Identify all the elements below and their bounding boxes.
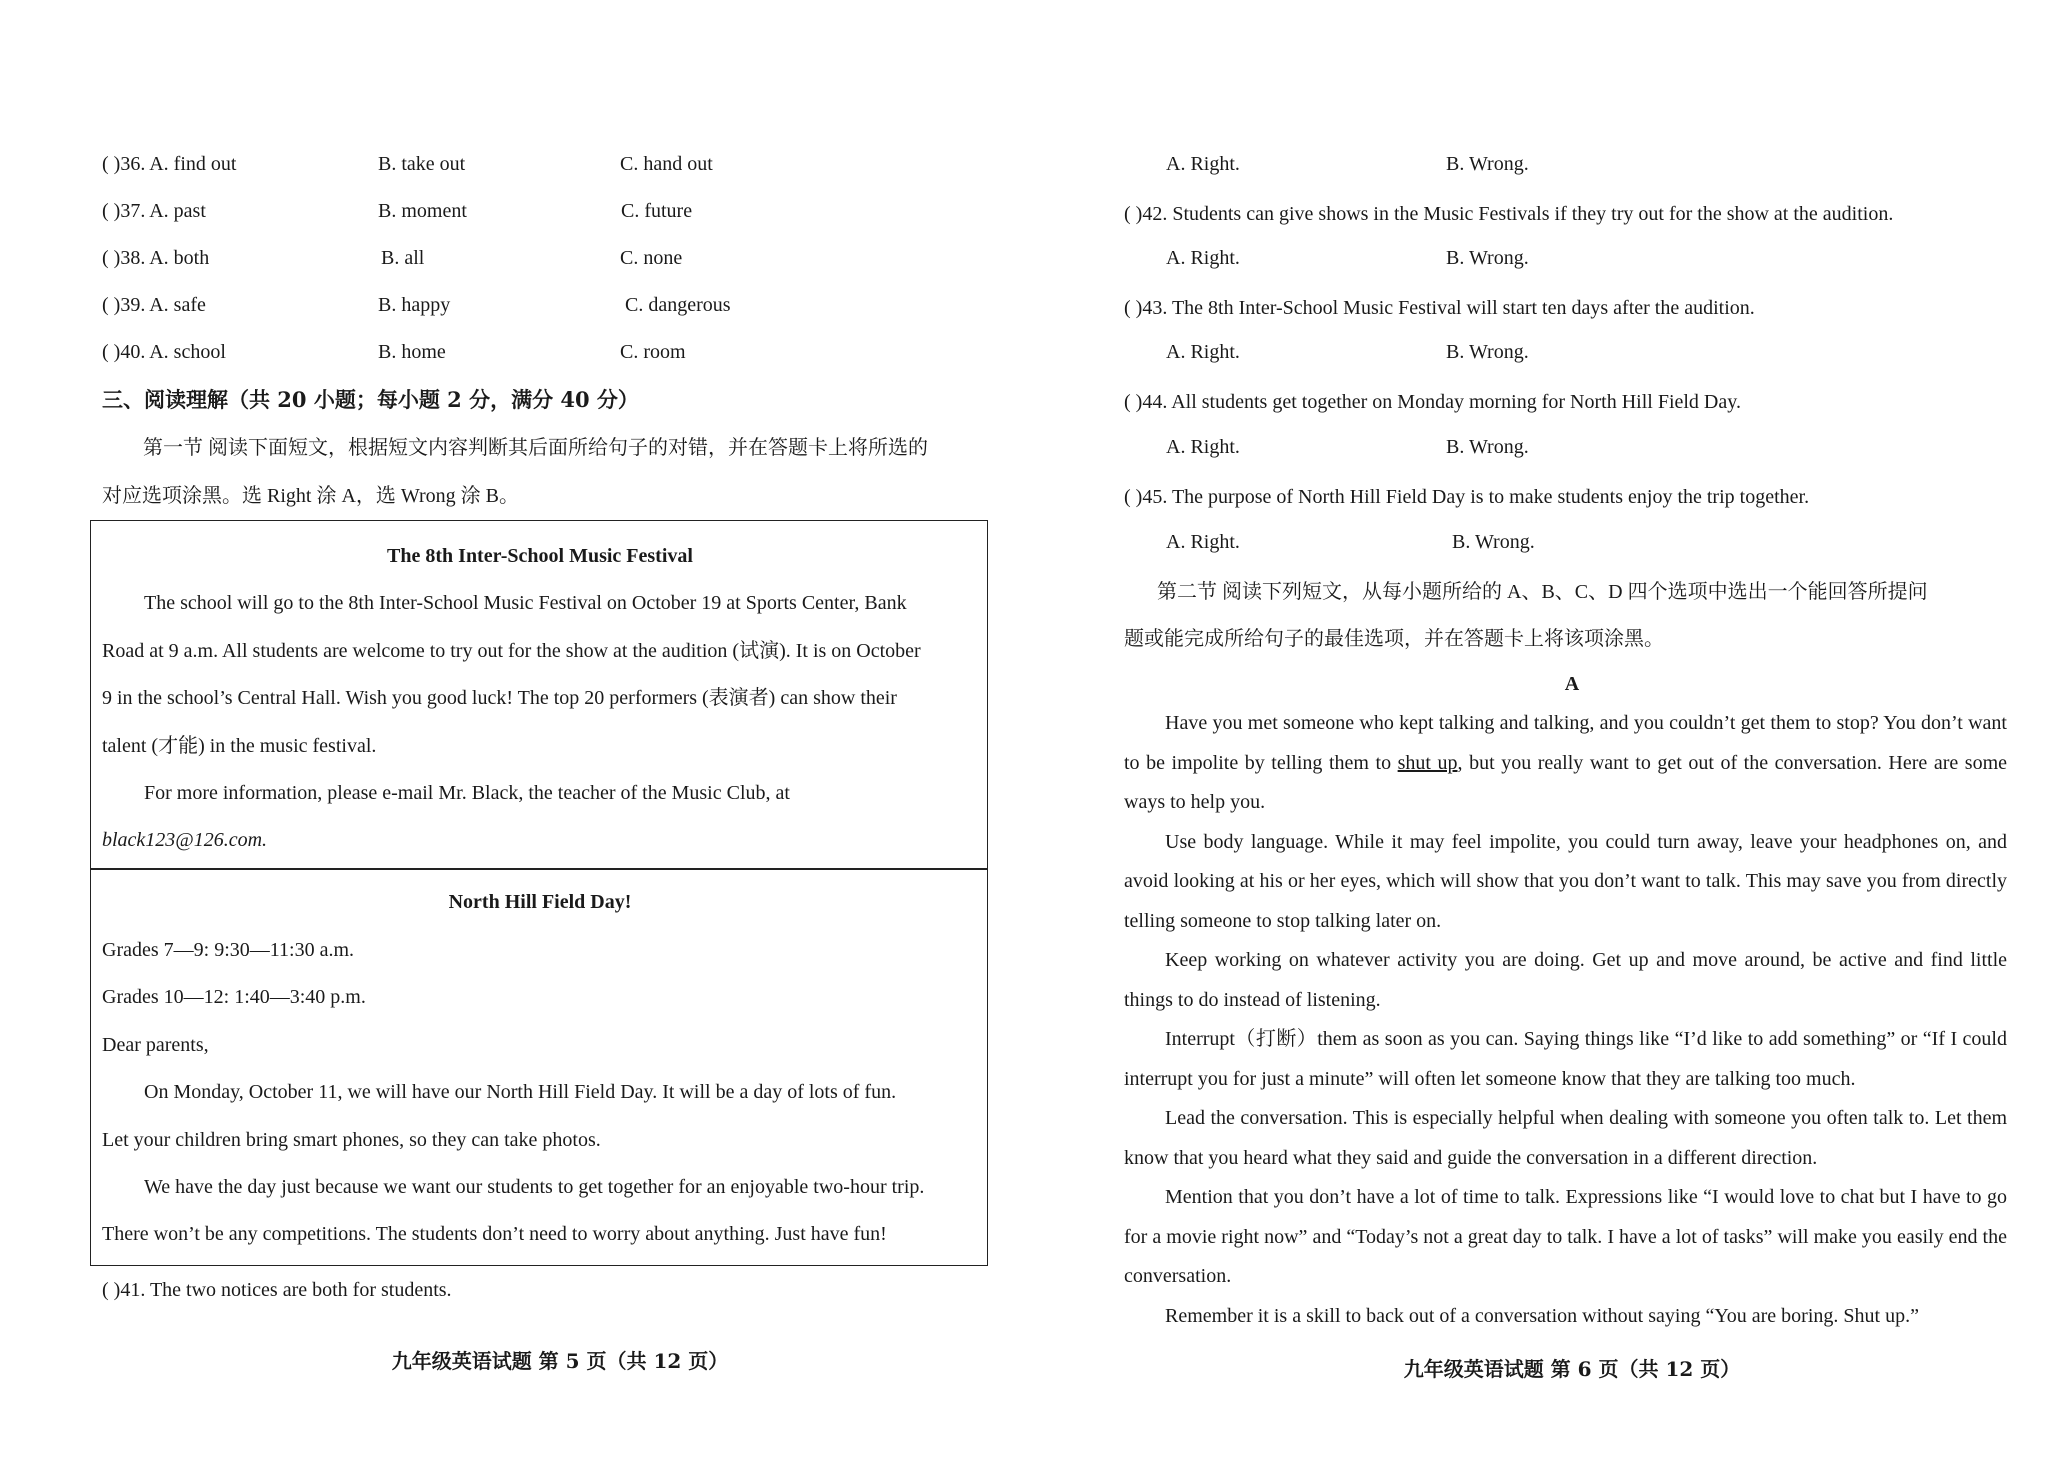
passage-a (1124, 704, 2007, 1336)
option-b: B. Wrong. (1446, 436, 1529, 458)
notice-line: The school will go to the 8th Inter-School Music Festival on October 19 at Sports Center, Bank (144, 592, 907, 614)
choice-question: ( )40. A. school (102, 341, 226, 363)
option-a: A. Right. (1166, 153, 1240, 175)
section1-intro-line2: 对应选项涂黑。选 Right 涂 A，选 Wrong 涂 B。 (102, 485, 519, 507)
question-42: ( )42. Students can give shows in the Music Festivals if they try out for the show at the audition. (1124, 203, 1894, 225)
option-a: A. Right. (1166, 247, 1240, 269)
choice-option-b: B. all (381, 247, 425, 269)
passage-paragraph-7: Remember it is a skill to back out of a conversation without saying “You are boring. Shut up.” (1165, 1304, 1919, 1327)
choice-question: ( )39. A. safe (102, 294, 206, 316)
option-a: A. Right. (1166, 341, 1240, 363)
passage-paragraph-4: Interrupt（打断）them as soon as you can. Saying things like “I’d like to add something” or “If I could interrupt you for just a minute” will often let someone know that they are talking too much. (1124, 1028, 2007, 1090)
choice-option-c: C. none (620, 247, 683, 269)
section1-intro-line1: 第一节 阅读下面短文，根据短文内容判断其后面所给句子的对错，并在答题卡上将所选的 (143, 437, 928, 459)
passage-paragraph-3: Keep working on whatever activity you are doing. Get up and move around, be active and find little things to do instead of listening. (1124, 949, 2007, 1011)
notice-line: Grades 7—9: 9:30—11:30 a.m. (102, 939, 355, 961)
choice-option-b: B. moment (378, 200, 467, 222)
underlined-phrase: shut up (1397, 751, 1458, 774)
option-b: B. Wrong. (1446, 153, 1529, 175)
notice-title: The 8th Inter-School Music Festival (387, 545, 693, 567)
notice-line: We have the day just because we want our students to get together for an enjoyable two-hour trip. (144, 1176, 925, 1198)
right-page (1032, 0, 2064, 1457)
choice-option-b: B. home (378, 341, 446, 363)
choice-option-c: C. dangerous (625, 294, 731, 316)
choice-option-b: B. take out (378, 153, 466, 175)
passage-paragraph-1: Have you met someone who kept talking and talking, and you couldn’t get them to stop? You don’t want to be impolite by telling them to shut up, but you really want to get out of the conversation. Here are some ways to help you. (1124, 712, 2008, 813)
option-b: B. Wrong. (1446, 247, 1529, 269)
notice-line: For more information, please e-mail Mr. Black, the teacher of the Music Club, at (144, 782, 790, 804)
page-footer: 九年级英语试题 第 5 页（共 12 页） (391, 1349, 729, 1373)
notice-line: Let your children bring smart phones, so they can take photos. (102, 1129, 601, 1151)
option-b: B. Wrong. (1452, 531, 1535, 553)
section2-intro-line2: 题或能完成所给句子的最佳选项，并在答题卡上将该项涂黑。 (1124, 628, 1664, 650)
option-a: A. Right. (1166, 436, 1240, 458)
notice-field-day (90, 868, 988, 1266)
page-footer: 九年级英语试题 第 6 页（共 12 页） (1403, 1357, 1741, 1381)
contact-email: black123@126.com. (102, 829, 268, 851)
notice-line: Dear parents, (102, 1034, 209, 1056)
notice-line: talent (才能) in the music festival. (102, 735, 377, 757)
notice-line: 9 in the school’s Central Hall. Wish you good luck! The top 20 performers (表演者) can show their (102, 687, 897, 709)
passage-paragraph-2: Use body language. While it may feel impolite, you could turn away, leave your headphones on, and avoid looking at his or her eyes, which will show that you don’t want to talk. This may save you from directly telling someone to stop talking later on. (1124, 830, 2007, 932)
notice-music-festival (90, 520, 988, 870)
notice-line: There won’t be any competitions. The students don’t need to worry about anything. Just have fun! (102, 1223, 887, 1245)
choice-question: ( )36. A. find out (102, 153, 237, 175)
section2-intro-line1: 第二节 阅读下列短文，从每小题所给的 A、B、C、D 四个选项中选出一个能回答所提问 (1157, 581, 1928, 603)
notice-line: Grades 10—12: 1:40—3:40 p.m. (102, 986, 366, 1008)
passage-label: A (1564, 673, 1580, 695)
question-45: ( )45. The purpose of North Hill Field Day is to make students enjoy the trip together. (1124, 486, 1810, 508)
choice-option-c: C. room (620, 341, 686, 363)
option-b: B. Wrong. (1446, 341, 1529, 363)
choice-question: ( )38. A. both (102, 247, 210, 269)
choice-option-c: C. hand out (620, 153, 713, 175)
question-44: ( )44. All students get together on Monday morning for North Hill Field Day. (1124, 391, 1741, 413)
question-41: ( )41. The two notices are both for students. (102, 1279, 452, 1301)
passage-paragraph-6: Mention that you don’t have a lot of time to talk. Expressions like “I would love to chat but I have to go for a movie right now” and “Today’s not a great day to talk. I have a lot of tasks” will make you easily end the conversation. (1124, 1186, 2007, 1287)
question-43: ( )43. The 8th Inter-School Music Festival will start ten days after the audition. (1124, 297, 1755, 319)
choice-question: ( )37. A. past (102, 200, 206, 222)
notice-line: Road at 9 a.m. All students are welcome to try out for the show at the audition (试演). It is on October (102, 640, 921, 662)
choice-option-c: C. future (621, 200, 693, 222)
choice-option-b: B. happy (378, 294, 451, 316)
section-title: 三、阅读理解（共 20 小题；每小题 2 分，满分 40 分） (102, 387, 639, 412)
passage-paragraph-5: Lead the conversation. This is especially helpful when dealing with someone you often talk to. Let them know that you heard what they said and guide the conversation in a different direction. (1124, 1107, 2007, 1169)
notice-title: North Hill Field Day! (448, 891, 632, 913)
option-a: A. Right. (1166, 531, 1240, 553)
notice-line: On Monday, October 11, we will have our North Hill Field Day. It will be a day of lots of fun. (144, 1081, 897, 1103)
